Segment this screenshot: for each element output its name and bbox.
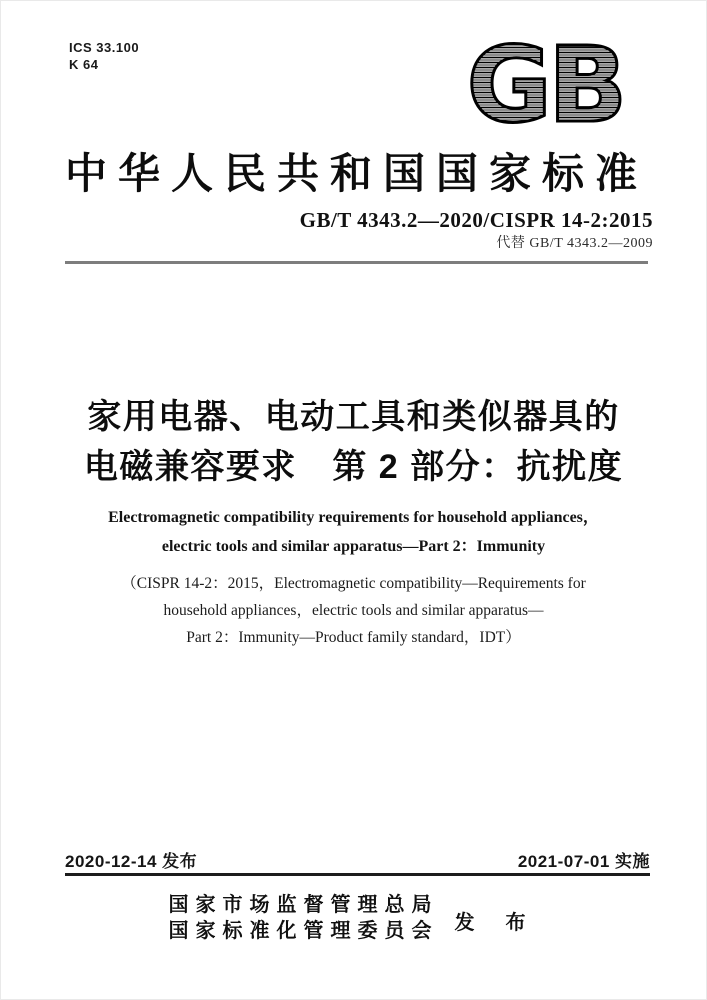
- idt-note-line2: household appliances，electric tools and similar apparatus—: [163, 602, 544, 619]
- publish-label: 发 布: [454, 911, 539, 934]
- issuer-line2: 国家标准化管理委员会: [168, 920, 439, 942]
- idt-reference-note: [1, 570, 706, 651]
- classification-code: K 64: [69, 57, 99, 72]
- header-divider-line: [65, 261, 648, 264]
- title-chinese: [1, 392, 706, 492]
- implementation-date: 2021-07-01 实施: [517, 852, 650, 871]
- national-standard-header: 中华人民共和国国家标准: [65, 152, 649, 198]
- title-chinese-line1: 家用电器、电动工具和类似器具的: [87, 398, 620, 436]
- title-english-line2: electric tools and similar apparatus—Part 2：Immunity: [161, 538, 546, 555]
- replaces-note: 代替 GB/T 4343.2—2009: [496, 236, 653, 251]
- gb-logo: [432, 41, 658, 127]
- issuer-names: [169, 892, 439, 944]
- ics-number: ICS 33.100: [69, 40, 140, 55]
- ics-codes: [69, 39, 139, 73]
- title-english: [1, 503, 706, 561]
- title-english-line1: Electromagnetic compatibility requirements for household appliances，: [108, 509, 599, 526]
- dates-row: [65, 847, 650, 872]
- gb-logo-text: GB: [466, 41, 624, 127]
- issuer-block: [1, 892, 706, 944]
- issue-date: 2020-12-14 发布: [65, 852, 198, 871]
- standard-number: GB/T 4343.2—2020/CISPR 14-2:2015: [299, 208, 653, 232]
- title-chinese-line2: 电磁兼容要求 第 2 部分：抗扰度: [83, 448, 624, 486]
- issuer-line1: 国家市场监督管理总局: [168, 894, 439, 916]
- idt-note-line3: Part 2：Immunity—Product family standard，IDT）: [186, 629, 521, 646]
- footer-divider-line: [65, 873, 650, 876]
- idt-note-line1: （CISPR 14-2：2015，Electromagnetic compatibility—Requirements for: [121, 575, 586, 592]
